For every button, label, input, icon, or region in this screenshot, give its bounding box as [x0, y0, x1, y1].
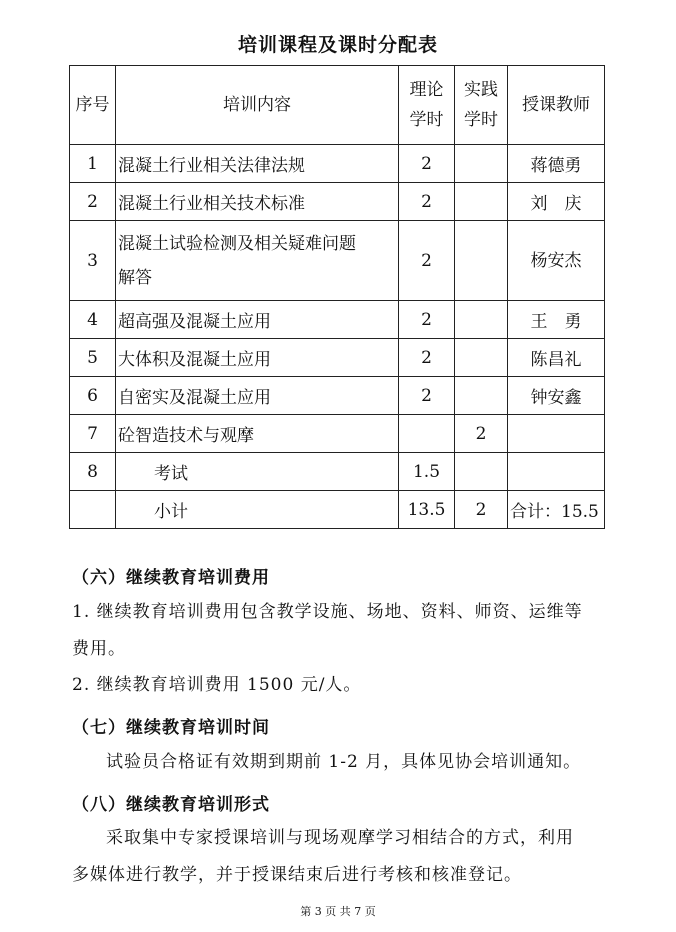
header-practice-hours: 实践 学时	[455, 66, 508, 145]
table-row: 6 自密实及混凝土应用 2 钟安鑫	[70, 377, 605, 415]
course-schedule-table	[69, 65, 605, 529]
section-6-paragraph-1: 1. 继续教育培训费用包含教学设施、场地、资料、师资、运维等 费用。	[72, 602, 583, 659]
table-row: 3 混凝土试验检测及相关疑难问题 解答 2 杨安杰	[70, 221, 605, 301]
section-8-heading: （八）继续教育培训形式	[72, 795, 270, 815]
header-no: 序号	[70, 66, 116, 145]
section-6-paragraph-2: 2. 继续教育培训费用 1500 元/人。	[72, 675, 362, 695]
table-row: 5 大体积及混凝土应用 2 陈昌礼	[70, 339, 605, 377]
header-content: 培训内容	[116, 66, 399, 145]
header-teacher: 授课教师	[508, 66, 605, 145]
table-header-row	[70, 66, 605, 145]
subtotal-row: 小计 13.5 2 合计：15.5	[70, 491, 605, 529]
table-title: 培训课程及课时分配表	[237, 34, 438, 56]
section-8-paragraph: 采取集中专家授课培训与现场观摩学习相结合的方式，利用 多媒体进行教学，并于授课结束后进行考核和核准登记。	[72, 828, 574, 885]
table-row: 7 砼智造技术与观摩 2	[70, 415, 605, 453]
table-row: 2 混凝土行业相关技术标准 2 刘 庆	[70, 183, 605, 221]
section-7-heading: （七）继续教育培训时间	[72, 718, 270, 738]
section-7-paragraph: 试验员合格证有效期到期前 1-2 月，具体见协会培训通知。	[106, 752, 582, 772]
page-number: 第 3 页 共 7 页	[300, 905, 376, 918]
table-row: 1 混凝土行业相关法律法规 2 蒋德勇	[70, 145, 605, 183]
table-row: 4 超高强及混凝土应用 2 王 勇	[70, 301, 605, 339]
header-theory-hours: 理论 学时	[399, 66, 455, 145]
table-row: 8 考试 1.5	[70, 453, 605, 491]
section-6-heading: （六）继续教育培训费用	[72, 568, 270, 588]
